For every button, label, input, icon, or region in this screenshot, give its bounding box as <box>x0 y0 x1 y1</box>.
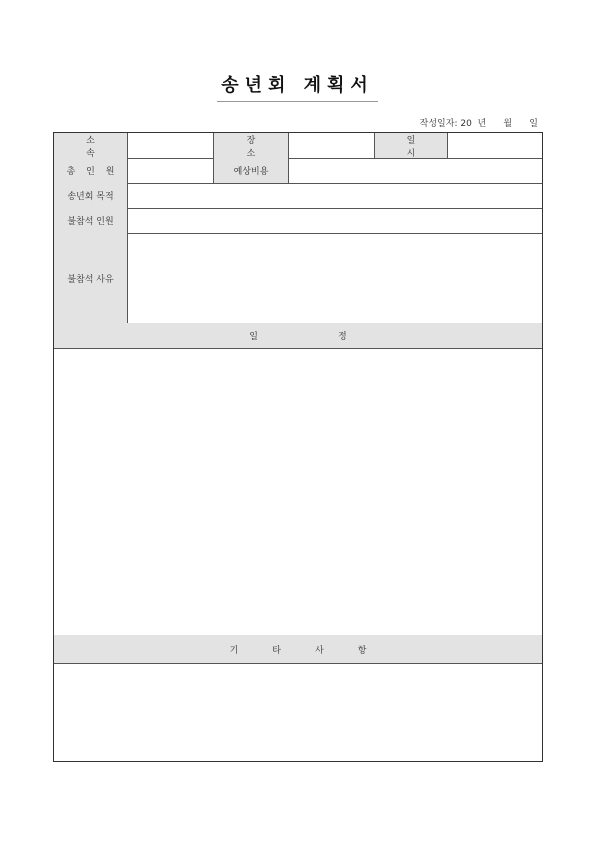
affiliation-field[interactable] <box>128 133 214 158</box>
row-people-budget <box>54 158 542 184</box>
date-label: 작성일자: <box>419 119 458 129</box>
absent-reason-label: 불참석 사유 <box>54 233 128 323</box>
absent-reason-field[interactable] <box>128 233 542 323</box>
document-title: 송년회 계획서 <box>221 75 374 96</box>
absent-people-field[interactable] <box>128 208 542 233</box>
budget-label: 예상비용 <box>214 158 289 183</box>
schedule-label-1: 일 <box>249 332 258 342</box>
absent-people-label: 불참석 인원 <box>54 208 128 233</box>
other-notes-header <box>54 635 542 664</box>
affiliation-label: 소 속 <box>54 133 128 158</box>
schedule-header <box>54 323 542 349</box>
plan-form <box>53 132 543 762</box>
other-label-4: 항 <box>357 645 367 656</box>
date-month: 월 <box>503 119 513 129</box>
other-label-3: 사 <box>315 645 324 656</box>
purpose-label: 송년회 목적 <box>54 183 128 208</box>
date-year-prefix: 20 <box>460 119 472 129</box>
place-label: 장 소 <box>214 133 289 158</box>
title-underline <box>217 101 378 102</box>
date-day: 일 <box>529 119 538 129</box>
date-line <box>420 116 538 129</box>
schedule-label-2: 정 <box>338 332 347 342</box>
purpose-field[interactable] <box>128 183 542 208</box>
other-notes-field[interactable] <box>54 663 542 761</box>
row-basic-info <box>54 133 542 159</box>
other-label-1: 기 <box>229 645 239 656</box>
schedule-field[interactable] <box>54 348 542 636</box>
row-absent-reason <box>54 233 542 324</box>
row-absent-people <box>54 208 542 234</box>
date-year: 년 <box>477 119 487 129</box>
row-purpose <box>54 183 542 209</box>
datetime-field[interactable] <box>448 133 542 158</box>
place-field[interactable] <box>289 133 375 158</box>
total-people-field[interactable] <box>128 158 214 183</box>
total-people-label: 총 인 원 <box>54 158 128 183</box>
other-label-2: 타 <box>272 645 281 656</box>
datetime-label: 일 시 <box>375 133 448 158</box>
budget-field[interactable] <box>289 158 542 183</box>
